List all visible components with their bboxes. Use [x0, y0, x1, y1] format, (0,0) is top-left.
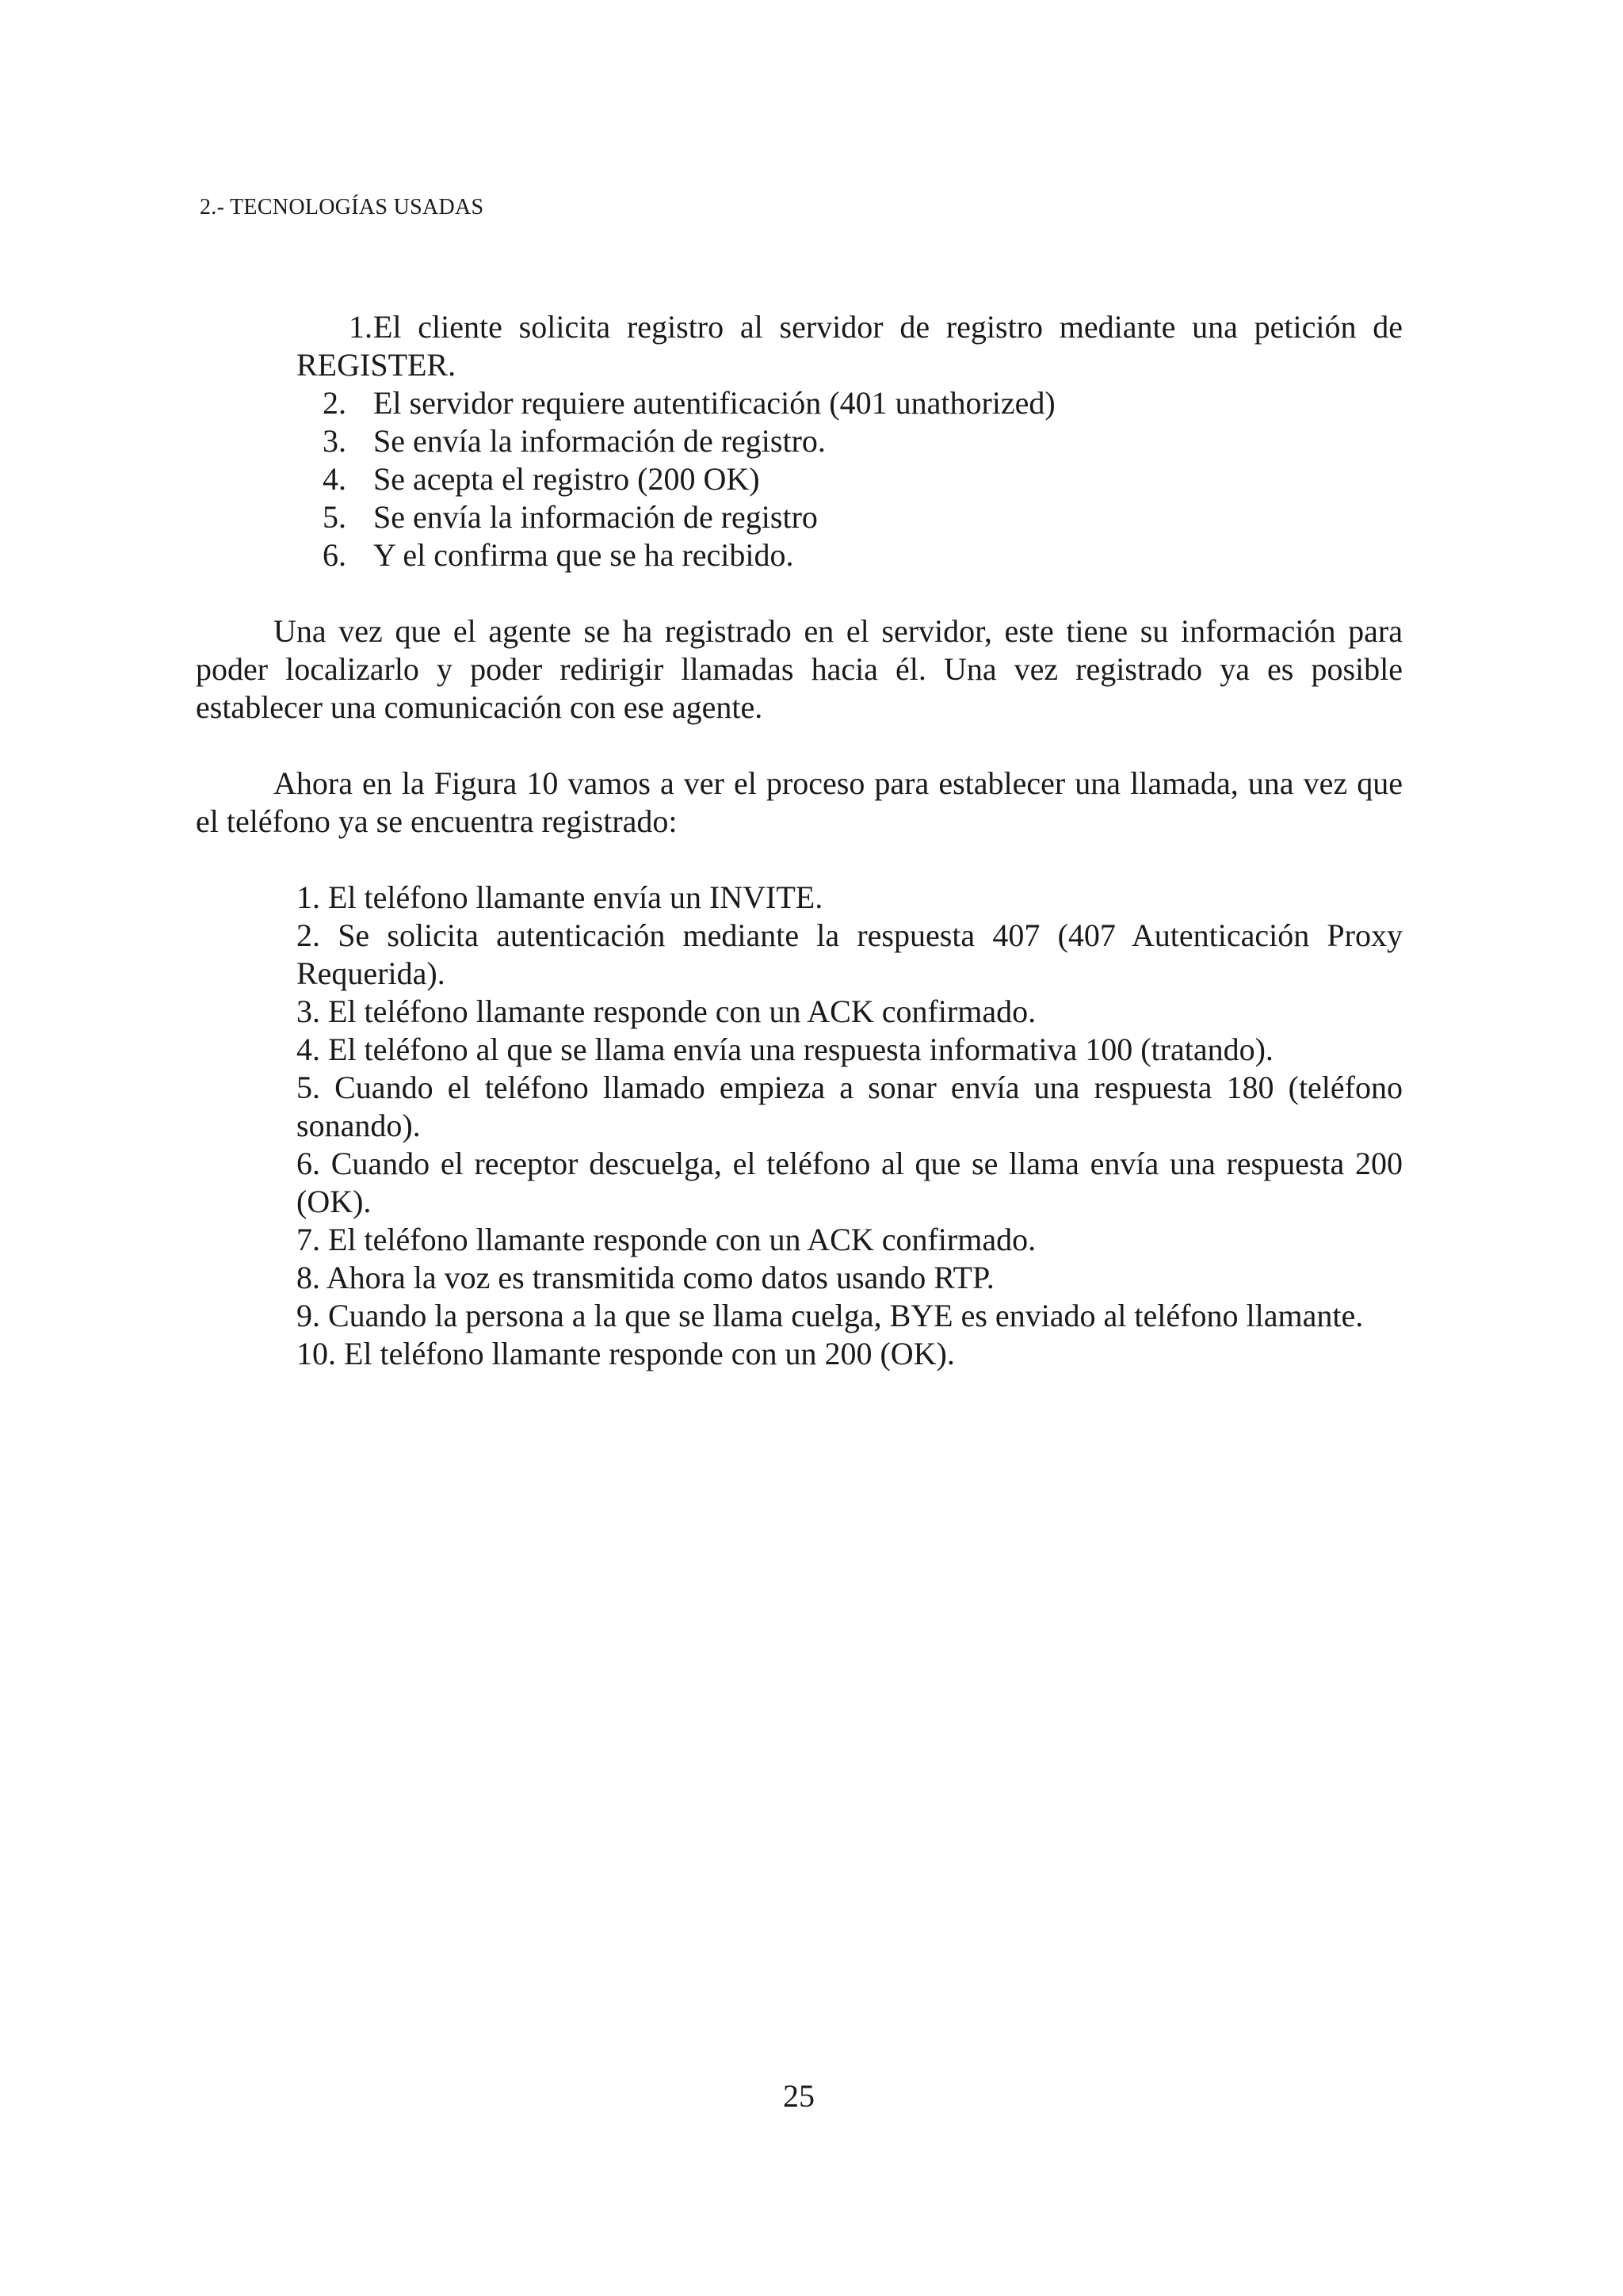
body-paragraph: Ahora en la Figura 10 vamos a ver el proceso para establecer una llamada, una vez que el teléfono ya se encuentra registrado:	[196, 765, 1403, 839]
page-body	[196, 308, 1403, 1373]
call-steps-list	[196, 879, 1403, 1373]
list-item-text: Se acepta el registro (200 OK)	[373, 461, 760, 497]
list-item: 3. El teléfono llamante responde con un ACK confirmado.	[296, 994, 1037, 1029]
registration-steps-list	[196, 308, 1403, 574]
list-item-number: 2.	[323, 385, 346, 421]
list-item	[296, 422, 1403, 460]
list-item: 4. El teléfono al que se llama envía una respuesta informativa 100 (tratando).	[296, 1032, 1274, 1067]
list-item: 7. El teléfono llamante responde con un ACK confirmado.	[296, 1222, 1037, 1257]
list-item-number: 1.	[349, 309, 372, 345]
list-item	[296, 308, 1403, 384]
list-item: 5. Cuando el teléfono llamado empieza a sonar envía una respuesta 180 (teléfono sonando).	[296, 1070, 1403, 1143]
list-item-text: El cliente solicita registro al servidor de registro mediante una petición de REGISTER.	[296, 309, 1403, 383]
list-item	[296, 536, 1403, 574]
list-item: 9. Cuando la persona a la que se llama cuelga, BYE es enviado al teléfono llamante.	[296, 1298, 1364, 1333]
running-header: 2.- TECNOLOGÍAS USADAS	[200, 195, 484, 219]
list-item-text: El servidor requiere autentificación (401 unathorized)	[373, 385, 1056, 421]
page-number: 25	[783, 2078, 815, 2114]
list-item-number: 5.	[323, 499, 346, 535]
list-item	[296, 384, 1403, 422]
list-item: 6. Cuando el receptor descuelga, el teléfono al que se llama envía una respuesta 200 (OK).	[296, 1146, 1403, 1219]
list-item: 1. El teléfono llamante envía un INVITE.	[296, 879, 823, 915]
list-item-text: Y el confirma que se ha recibido.	[373, 537, 794, 573]
list-item-text: Se envía la información de registro.	[373, 423, 826, 459]
list-item-number: 6.	[323, 537, 346, 573]
list-item: 10. El teléfono llamante responde con un 200 (OK).	[296, 1336, 955, 1371]
body-paragraph: Una vez que el agente se ha registrado en el servidor, este tiene su información para poder localizarlo y poder redirigir llamadas hacia él. Una vez registrado ya es posible establecer una comunicación con ese agente.	[196, 613, 1403, 725]
list-item-number: 3.	[323, 423, 346, 459]
list-item: 2. Se solicita autenticación mediante la respuesta 407 (407 Autenticación Proxy Requerida).	[296, 917, 1403, 991]
list-item	[296, 498, 1403, 536]
list-item: 8. Ahora la voz es transmitida como datos usando RTP.	[296, 1260, 995, 1295]
list-item	[296, 460, 1403, 498]
list-item-text: Se envía la información de registro	[373, 499, 818, 535]
list-item-number: 4.	[323, 461, 346, 497]
